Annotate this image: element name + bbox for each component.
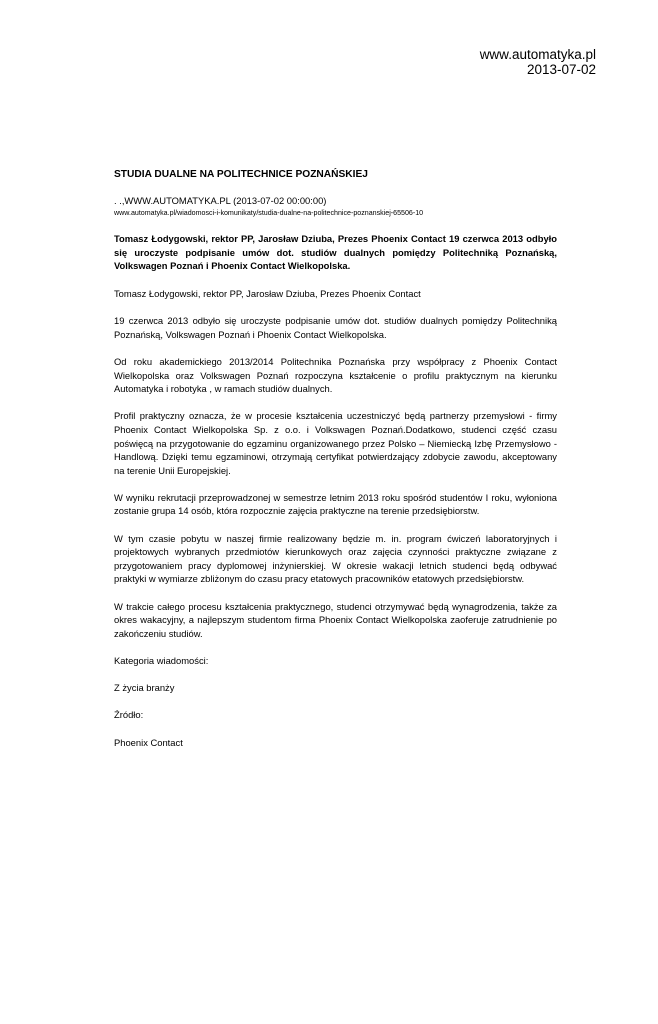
paragraph: 19 czerwca 2013 odbyło się uroczyste podpisanie umów dot. studiów dualnych pomiędzy Politechniką Poznańską, Volkswagen Poznań i Phoenix Contact Wielkopolska.	[114, 315, 557, 340]
site-name: www.automatyka.pl	[479, 47, 596, 62]
category-label: Kategoria wiadomości:	[114, 655, 209, 666]
source-label: Źródło:	[114, 709, 144, 721]
source-value: Phoenix Contact	[114, 736, 183, 748]
paragraph: W wyniku rekrutacji przeprowadzonej w semestrze letnim 2013 roku spośród studentów I roku, wyłoniona zostanie grupa 14 osób, która rozpocznie zajęcia praktyczne na terenie przedsiębiorstw.	[114, 491, 557, 517]
article-url: www.automatyka.pl/wiadomosci-i-komunikaty/studia-dualne-na-politechnice-poznanskiej-65506-10	[114, 209, 424, 218]
paragraph: Od roku akademickiego 2013/2014 Politechnika Poznańska przy współpracy z Phoenix Contact Wielkopolska oraz Volkswagen Poznań rozpoczyna kształcenie o profilu praktycznym na kierunku Automatyka i robotyka , w ramach studiów dualnych.	[114, 355, 557, 395]
article-body	[114, 168, 557, 763]
header-date: 2013-07-02	[526, 62, 596, 77]
article-title: STUDIA DUALNE NA POLITECHNICE POZNAŃSKIEJ	[114, 169, 368, 180]
article-lead: Tomasz Łodygowski, rektor PP, Jarosław Dziuba, Prezes Phoenix Contact 19 czerwca 2013 odbyło się uroczyste podpisanie umów dot. studiów dualnych pomiędzy Politechniką Poznańską, Volkswagen Poznań i Phoenix Contact Wielkopolska.	[114, 233, 557, 272]
category-value: Z życia branży	[114, 682, 175, 694]
paragraph: W trakcie całego procesu kształcenia praktycznego, studenci otrzymywać będą wynagrodzenia, także za okres wakacyjny, a najlepszym studentom firma Phoenix Contact Wielkopolska zaoferuje zatrudnienie po zakończeniu studiów.	[114, 600, 557, 639]
page-header	[480, 47, 596, 77]
paragraph: Profil praktyczny oznacza, że w procesie kształcenia uczestniczyć będą partnerzy przemysłowi - firmy Phoenix Contact Wielkopolska Sp. z o.o. i Volkswagen Poznań.Dodatkowo, studenci część czasu poświęcą na przygotowanie do egzaminu organizowanego przez Polsko – Niemiecką Izbę Przemysłowo - Handlową. Dzięki temu egzaminowi, otrzymają certyfikat potwierdzający zdobycie zawodu, akceptowany na terenie Unii Europejskiej.	[114, 410, 557, 476]
paragraph: W tym czasie pobytu w naszej firmie realizowany będzie m. in. program ćwiczeń laboratoryjnych i projektowych wybranych przedmiotów kierunkowych oraz zajęcia czynności praktyczne związane z przygotowaniem pracy dyplomowej inżynierskiej. W okresie wakacji letnich studenci będą odbywać praktyki w wymiarze zbliżonym do czasu pracy etatowych pracowników etatowych przedsiębiorstw.	[114, 532, 557, 585]
source-line: . .,WWW.AUTOMATYKA.PL (2013-07-02 00:00:00)	[114, 194, 327, 206]
paragraph: Tomasz Łodygowski, rektor PP, Jarosław Dziuba, Prezes Phoenix Contact	[114, 287, 421, 299]
